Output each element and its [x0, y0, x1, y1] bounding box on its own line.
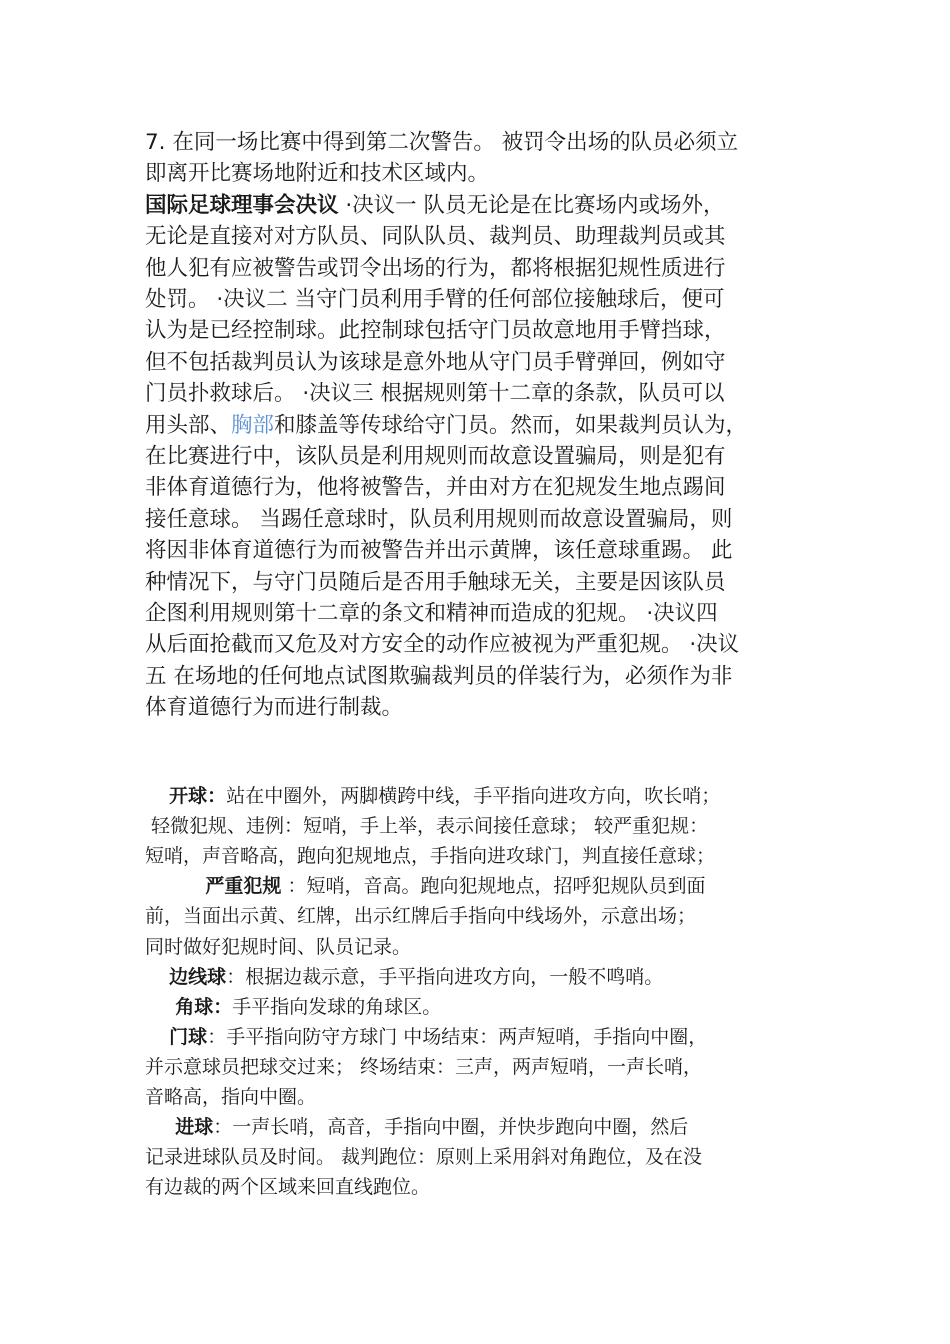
text-line	[145, 812, 708, 841]
text-line	[145, 993, 441, 1022]
text-run: 有边裁的两个区域来回直线跑位。	[145, 1176, 431, 1199]
text-line	[145, 378, 725, 409]
text-run: 记录进球队员及时间。 裁判跑位：原则上采用斜对角跑位，及在没	[145, 1146, 703, 1169]
text-run: 接任意球。 当踢任意球时，队员利用规则而故意设置骗局，则	[145, 506, 733, 532]
text-line	[145, 410, 747, 441]
text-run: 门员扑救球后。 ·决议三 根据规则第十二章的条款，队员可以	[145, 381, 725, 407]
text-run: 前，当面出示黄、红牌，出示红牌后手指向中线场外，示意出场；	[145, 905, 697, 928]
text-line	[145, 158, 489, 189]
text-line	[145, 933, 411, 962]
text-line	[145, 782, 720, 811]
text-run: 他人犯有应被警告或罚令出场的行为，都将根据犯规性质进行	[145, 255, 726, 281]
text-run: 同时做好犯规时间、队员记录。	[145, 935, 412, 958]
text-line	[145, 1173, 430, 1202]
text-line	[145, 284, 725, 315]
bold-heading: 进球	[175, 1116, 214, 1139]
text-run: 种情况下，与守门员随后是否用手触球无关，主要是因该队员	[145, 569, 726, 595]
text-line	[145, 472, 726, 503]
text-line	[145, 692, 403, 723]
text-line	[145, 661, 732, 692]
text-run: ：一声长哨，高音，手指向中圈，并快步跑向中圈，然后	[213, 1116, 689, 1139]
text-line	[145, 221, 726, 252]
text-run: 五 在场地的任何地点试图欺骗裁判员的佯装行为，必须作为非	[145, 663, 733, 689]
text-run: 短哨，声音略高，跑向犯规地点，手指向进攻球门，判直接任意球；	[145, 845, 716, 868]
text-line	[145, 1053, 702, 1082]
text-run: 从后面抢截而又危及对方安全的动作应被视为严重犯规。 ·决议	[145, 632, 740, 658]
text-line	[145, 1143, 702, 1172]
text-line	[145, 190, 725, 221]
text-line	[145, 1023, 707, 1052]
text-line	[145, 1083, 316, 1112]
text-run: 轻微犯规、违例：短哨，手上举，表示间接任意球； 较严重犯规：	[145, 815, 709, 838]
text-line	[145, 253, 726, 284]
text-line	[145, 347, 726, 378]
text-line	[145, 127, 738, 158]
bold-heading: 开球：	[169, 785, 227, 807]
text-run: 体育道德行为而进行制裁。	[145, 695, 404, 721]
bold-heading: 门球	[169, 1025, 208, 1048]
text-run: 非体育道德行为，他将被警告，并由对方在犯规发生地点踢间	[145, 475, 726, 501]
text-run: 但不包括裁判员认为该球是意外地从守门员手臂弹回，例如守	[145, 349, 726, 375]
text-line	[145, 315, 726, 346]
text-run: 在比赛进行中，该队员是利用规则而故意设置骗局，则是犯有	[145, 444, 726, 469]
text-run: ·决议一 队员无论是在比赛场内或场外，	[338, 192, 725, 218]
text-run: 7. 在同一场比赛中得到第二次警告。 被罚令出场的队员必须立	[145, 130, 739, 155]
text-run: 和膝盖等传球给守门员。然而，如果裁判员认为，	[274, 412, 748, 438]
text-line	[145, 504, 732, 535]
text-run: 手平指向发球的角球区。	[232, 995, 442, 1018]
text-run	[145, 875, 205, 897]
text-run: 用头部、	[145, 412, 232, 438]
text-run: ：根据边裁示意，手平指向进攻方向，一般不鸣哨。	[226, 965, 664, 988]
text-line	[145, 598, 718, 629]
text-line	[145, 441, 726, 472]
term-link[interactable]: 胸部	[231, 412, 275, 438]
text-run	[145, 996, 175, 1018]
text-run: 并示意球员把球交过来； 终场结束：三声，两声短哨，一声长哨，	[145, 1055, 703, 1078]
text-run: 处罚。 ·决议二 当守门员利用手臂的任何部位接触球后，便可	[145, 287, 725, 312]
text-run: 将因非体育道德行为而被警告并出示黄牌，该任意球重踢。 此	[145, 538, 733, 564]
text-run	[145, 1116, 175, 1138]
text-run	[145, 1026, 169, 1048]
text-line	[145, 872, 705, 901]
text-run: 即离开比赛场地附近和技术区域内。	[145, 161, 490, 187]
text-line	[145, 629, 739, 660]
text-run: 无论是直接对对方队员、同队队员、裁判员、助理裁判员或其	[145, 224, 726, 250]
text-line	[145, 842, 715, 871]
text-run	[145, 785, 169, 807]
text-run: ：手平指向防守方球门 中场结束：两声短哨，手指向中圈，	[207, 1025, 708, 1048]
text-run: ：短哨，音高。跑向犯规地点，招呼犯规队员到面	[281, 875, 706, 898]
text-line	[145, 902, 696, 931]
text-line	[145, 535, 732, 566]
text-run: 企图利用规则第十二章的条文和精神而造成的犯规。 ·决议四	[145, 601, 718, 626]
bold-heading: 边线球	[169, 965, 227, 988]
bold-heading: 角球：	[175, 995, 233, 1018]
text-run: 站在中圈外，两脚横跨中线，手平指向进攻方向，吹长哨；	[226, 785, 721, 807]
text-line	[145, 567, 726, 598]
text-run	[145, 966, 169, 988]
text-run: 认为是已经控制球。此控制球包括守门员故意地用手臂挡球，	[145, 318, 726, 344]
text-line	[145, 963, 663, 992]
bold-heading: 国际足球理事会决议	[145, 192, 339, 218]
text-run: 音略高，指向中圈。	[145, 1086, 317, 1108]
bold-heading: 严重犯规	[205, 875, 282, 898]
text-line	[145, 1113, 688, 1142]
